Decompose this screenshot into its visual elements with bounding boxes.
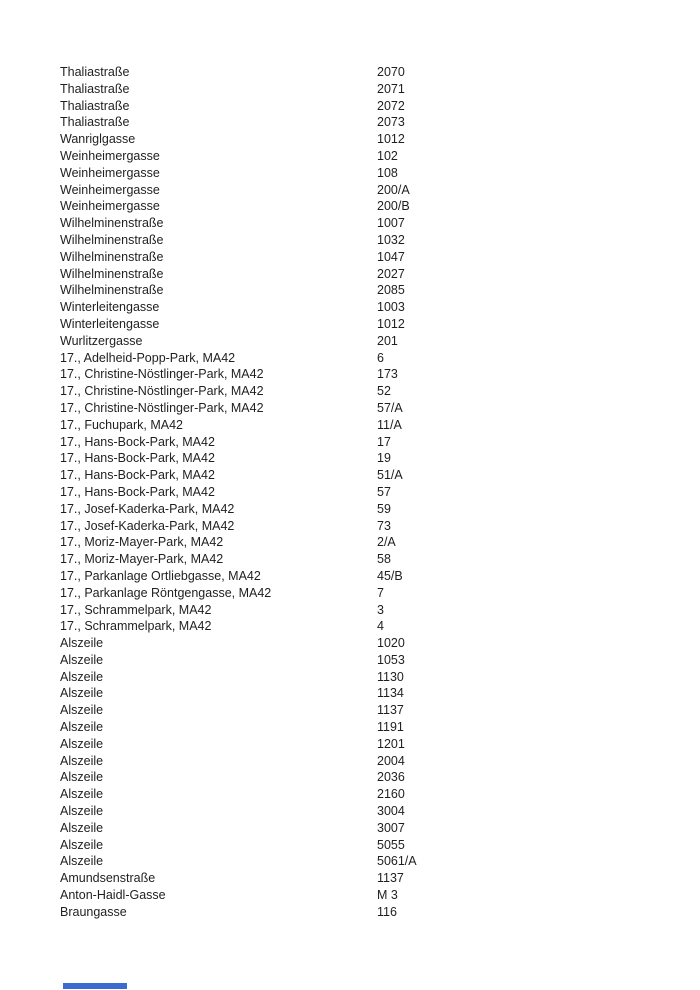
street-name-cell: Alszeile xyxy=(60,736,104,751)
street-name-cell: Weinheimergasse xyxy=(60,148,160,163)
house-number-cell: 4 xyxy=(377,619,384,634)
house-number-cell: 59 xyxy=(377,501,391,516)
street-name-cell: Thaliastraße xyxy=(60,81,130,96)
address-row xyxy=(60,753,660,770)
address-row xyxy=(60,904,660,921)
house-number-cell: 2/A xyxy=(377,535,396,550)
street-name-cell: 17., Hans-Bock-Park, MA42 xyxy=(60,451,215,466)
address-row xyxy=(60,417,660,434)
address-row xyxy=(60,736,660,753)
address-row xyxy=(60,887,660,904)
address-row xyxy=(60,198,660,215)
address-row xyxy=(60,182,660,199)
house-number-cell: 57/A xyxy=(377,400,403,415)
address-row xyxy=(60,870,660,887)
house-number-cell: 1003 xyxy=(377,300,405,315)
house-number-cell: 52 xyxy=(377,384,391,399)
house-number-cell: 2027 xyxy=(377,266,405,281)
address-row xyxy=(60,652,660,669)
address-row xyxy=(60,350,660,367)
house-number-cell: 5061/A xyxy=(377,854,417,869)
house-number-cell: 1201 xyxy=(377,736,405,751)
street-name-cell: Winterleitengasse xyxy=(60,316,160,331)
house-number-cell: 2073 xyxy=(377,115,405,130)
street-name-cell: Wilhelminenstraße xyxy=(60,216,164,231)
house-number-cell: 3004 xyxy=(377,804,405,819)
street-name-cell: Alszeile xyxy=(60,854,104,869)
address-row xyxy=(60,266,660,283)
street-name-cell: 17., Josef-Kaderka-Park, MA42 xyxy=(60,501,235,516)
street-name-cell: 17., Hans-Bock-Park, MA42 xyxy=(60,468,215,483)
address-row xyxy=(60,669,660,686)
street-name-cell: Thaliastraße xyxy=(60,115,130,130)
street-name-cell: Weinheimergasse xyxy=(60,182,160,197)
street-name-cell: Alszeile xyxy=(60,703,104,718)
house-number-cell: M 3 xyxy=(377,888,398,903)
address-row xyxy=(60,803,660,820)
street-name-cell: Winterleitengasse xyxy=(60,300,160,315)
address-row xyxy=(60,685,660,702)
address-row xyxy=(60,333,660,350)
address-row xyxy=(60,249,660,266)
address-row xyxy=(60,366,660,383)
house-number-cell: 1012 xyxy=(377,316,405,331)
address-row xyxy=(60,165,660,182)
street-name-cell: Weinheimergasse xyxy=(60,199,160,214)
house-number-cell: 200/A xyxy=(377,182,410,197)
house-number-cell: 17 xyxy=(377,434,391,449)
address-list xyxy=(60,64,660,921)
street-name-cell: Alszeile xyxy=(60,770,104,785)
street-name-cell: 17., Moriz-Mayer-Park, MA42 xyxy=(60,535,224,550)
address-row xyxy=(60,64,660,81)
address-row xyxy=(60,551,660,568)
street-name-cell: Wanriglgasse xyxy=(60,132,136,147)
street-name-cell: Braungasse xyxy=(60,904,127,919)
street-name-cell: Anton-Haidl-Gasse xyxy=(60,888,166,903)
address-row xyxy=(60,299,660,316)
street-name-cell: Alszeile xyxy=(60,686,104,701)
house-number-cell: 11/A xyxy=(377,417,402,432)
house-number-cell: 3 xyxy=(377,602,384,617)
street-name-cell: 17., Schrammelpark, MA42 xyxy=(60,602,212,617)
house-number-cell: 57 xyxy=(377,484,391,499)
house-number-cell: 1007 xyxy=(377,216,405,231)
address-row xyxy=(60,518,660,535)
street-name-cell: Thaliastraße xyxy=(60,98,130,113)
address-row xyxy=(60,786,660,803)
address-row xyxy=(60,837,660,854)
street-name-cell: Alszeile xyxy=(60,837,104,852)
address-row xyxy=(60,148,660,165)
address-row xyxy=(60,282,660,299)
street-name-cell: 17., Adelheid-Popp-Park, MA42 xyxy=(60,350,236,365)
address-row xyxy=(60,769,660,786)
house-number-cell: 2004 xyxy=(377,753,405,768)
street-name-cell: 17., Hans-Bock-Park, MA42 xyxy=(60,434,215,449)
street-name-cell: 17., Parkanlage Röntgengasse, MA42 xyxy=(60,585,272,600)
address-row xyxy=(60,635,660,652)
address-row xyxy=(60,702,660,719)
street-name-cell: Alszeile xyxy=(60,753,104,768)
house-number-cell: 1047 xyxy=(377,249,405,264)
address-row xyxy=(60,568,660,585)
address-row xyxy=(60,602,660,619)
address-row xyxy=(60,383,660,400)
street-name-cell: 17., Hans-Bock-Park, MA42 xyxy=(60,484,215,499)
street-name-cell: Wurlitzergasse xyxy=(60,333,143,348)
address-row xyxy=(60,467,660,484)
bottom-blue-bar xyxy=(63,983,127,989)
street-name-cell: 17., Christine-Nöstlinger-Park, MA42 xyxy=(60,367,264,382)
house-number-cell: 2160 xyxy=(377,787,405,802)
street-name-cell: 17., Josef-Kaderka-Park, MA42 xyxy=(60,518,235,533)
house-number-cell: 102 xyxy=(377,148,398,163)
house-number-cell: 108 xyxy=(377,165,398,180)
house-number-cell: 2071 xyxy=(377,81,405,96)
address-row xyxy=(60,450,660,467)
address-row xyxy=(60,81,660,98)
street-name-cell: 17., Moriz-Mayer-Park, MA42 xyxy=(60,552,224,567)
street-name-cell: 17., Parkanlage Ortliebgasse, MA42 xyxy=(60,568,261,583)
house-number-cell: 2085 xyxy=(377,283,405,298)
address-row xyxy=(60,585,660,602)
street-name-cell: Alszeile xyxy=(60,652,104,667)
address-row xyxy=(60,484,660,501)
house-number-cell: 45/B xyxy=(377,568,403,583)
street-name-cell: Alszeile xyxy=(60,787,104,802)
house-number-cell: 116 xyxy=(377,904,397,919)
address-row xyxy=(60,853,660,870)
house-number-cell: 2070 xyxy=(377,65,405,79)
house-number-cell: 1020 xyxy=(377,636,405,651)
street-name-cell: Alszeile xyxy=(60,636,104,651)
house-number-cell: 1134 xyxy=(377,686,404,701)
address-row xyxy=(60,131,660,148)
house-number-cell: 201 xyxy=(377,333,398,348)
street-name-cell: 17., Schrammelpark, MA42 xyxy=(60,619,212,634)
house-number-cell: 51/A xyxy=(377,468,403,483)
address-row xyxy=(60,98,660,115)
address-row xyxy=(60,434,660,451)
address-row xyxy=(60,232,660,249)
house-number-cell: 1032 xyxy=(377,232,405,247)
house-number-cell: 58 xyxy=(377,552,391,567)
street-name-cell: Alszeile xyxy=(60,820,104,835)
address-row xyxy=(60,534,660,551)
address-row xyxy=(60,618,660,635)
street-name-cell: Wilhelminenstraße xyxy=(60,283,164,298)
house-number-cell: 3007 xyxy=(377,820,405,835)
house-number-cell: 1053 xyxy=(377,652,405,667)
house-number-cell: 1012 xyxy=(377,132,405,147)
address-row xyxy=(60,215,660,232)
house-number-cell: 200/B xyxy=(377,199,410,214)
street-name-cell: Alszeile xyxy=(60,720,104,735)
address-row xyxy=(60,114,660,131)
street-name-cell: Amundsenstraße xyxy=(60,871,156,886)
house-number-cell: 2036 xyxy=(377,770,405,785)
house-number-cell: 6 xyxy=(377,350,384,365)
address-row xyxy=(60,719,660,736)
house-number-cell: 5055 xyxy=(377,837,405,852)
house-number-cell: 1137 xyxy=(377,871,404,886)
address-row xyxy=(60,501,660,518)
address-row xyxy=(60,820,660,837)
address-row xyxy=(60,400,660,417)
street-name-cell: Wilhelminenstraße xyxy=(60,266,164,281)
street-name-cell: 17., Christine-Nöstlinger-Park, MA42 xyxy=(60,384,264,399)
street-name-cell: Wilhelminenstraße xyxy=(60,249,164,264)
street-name-cell: Weinheimergasse xyxy=(60,165,160,180)
house-number-cell: 19 xyxy=(377,451,391,466)
house-number-cell: 7 xyxy=(377,585,384,600)
house-number-cell: 173 xyxy=(377,367,398,382)
street-name-cell: 17., Fuchupark, MA42 xyxy=(60,417,183,432)
street-name-cell: Thaliastraße xyxy=(60,65,130,79)
street-name-cell: 17., Christine-Nöstlinger-Park, MA42 xyxy=(60,400,264,415)
street-name-cell: Alszeile xyxy=(60,804,104,819)
house-number-cell: 1191 xyxy=(377,720,404,735)
house-number-cell: 73 xyxy=(377,518,391,533)
house-number-cell: 2072 xyxy=(377,98,405,113)
street-name-cell: Wilhelminenstraße xyxy=(60,232,164,247)
address-row xyxy=(60,316,660,333)
street-name-cell: Alszeile xyxy=(60,669,104,684)
house-number-cell: 1137 xyxy=(377,703,404,718)
house-number-cell: 1130 xyxy=(377,669,404,684)
